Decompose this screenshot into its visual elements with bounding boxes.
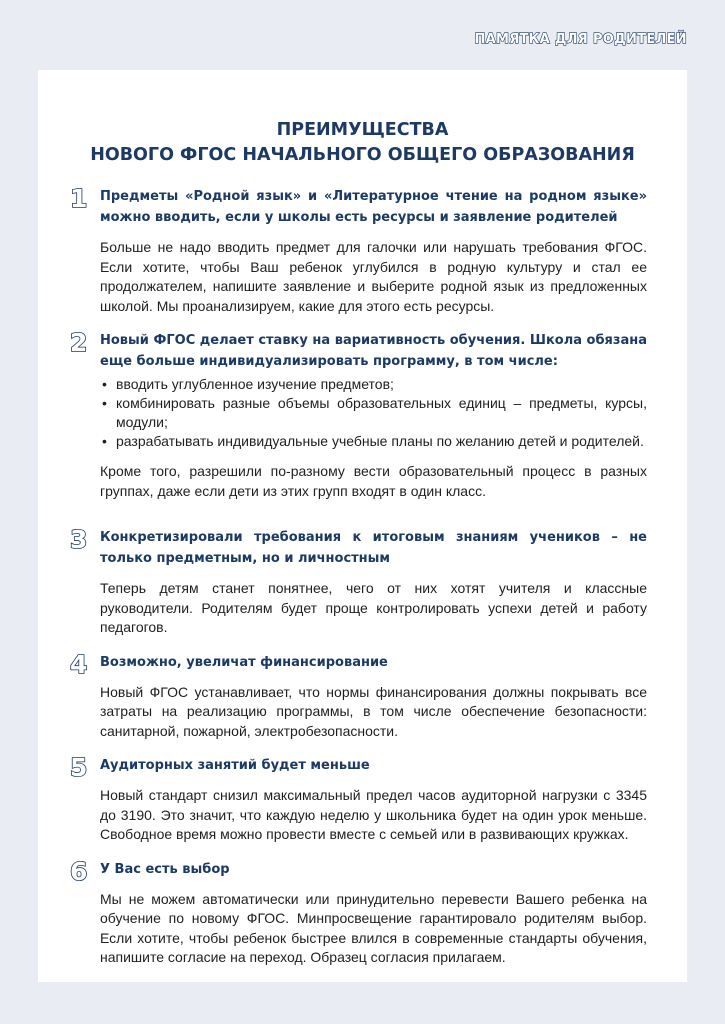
section-4 [70, 649, 647, 742]
document-card [38, 70, 687, 982]
section-body: Новый ФГОС устанавливает, что нормы финансирования должны покрывать все затраты на реализацию программы, в том числе обеспечение безопасности: санитарной, пожарной, электробезопасности. [100, 683, 647, 739]
section-body: Больше не надо вводить предмет для галочки или нарушать требования ФГОС. Если хотите, чтобы Ваш ребенок углубился в родную культуру и стал ее продолжателем, напишите заявление и выберите родной язык из предложенных школой. Мы проанализируем, какие для этого есть ресурсы. [100, 239, 647, 314]
section-heading: Конкретизировали требования к итоговым знаниям учеников – не только предметным, но и личностным [100, 530, 647, 566]
section-number: 3 [70, 525, 88, 554]
section-heading: Предметы «Родной язык» и «Литературное чтение на родном языке» можно вводить, если у школы есть ресурсы и заявление родителей [100, 189, 647, 225]
section-5 [70, 753, 647, 845]
bullet-list [100, 375, 647, 451]
title-line-2: НОВОГО ФГОС НАЧАЛЬНОГО ОБЩЕГО ОБРАЗОВАНИЯ [90, 145, 635, 165]
section-body: Теперь детям станет понятнее, чего от них хотят учителя и классные руководители. Родителям будет проще контролировать успехи детей и работу педагогов. [100, 580, 647, 635]
section-heading: Аудиторных занятий будет меньше [100, 758, 370, 773]
section-1 [70, 184, 647, 316]
section-number: 6 [70, 856, 88, 886]
section-2 [70, 328, 647, 501]
section-number: 4 [70, 649, 88, 679]
header-label: ПАМЯТКА ДЛЯ РОДИТЕЛЕЙ [474, 32, 687, 47]
title-line-1: ПРЕИМУЩЕСТВА [276, 120, 449, 140]
section-body: Мы не можем автоматически или принудительно перевести Вашего ребенка на обучение по новому ФГОС. Минпросвещение гарантировало родителям выбор. Если хотите, чтобы ребенок быстрее влился в современные стандарты обучения, напишите согласие на переход. Образец согласия прилагаем. [100, 890, 647, 965]
section-number: 1 [70, 184, 88, 213]
section-heading: Возможно, увеличат финансирование [100, 654, 388, 670]
section-6 [70, 856, 647, 968]
section-body: Кроме того, разрешили по-разному вести образовательный процесс в разных группах, даже если дети из этих групп входят в один класс. [100, 463, 647, 499]
list-item: • разрабатывать индивидуальные учебные планы по желанию детей и родителей. [100, 432, 647, 451]
section-3 [70, 525, 647, 638]
list-item: • вводить углубленное изучение предметов; [100, 375, 647, 394]
section-heading: У Вас есть выбор [100, 861, 230, 877]
list-item: • комбинировать разные объемы образовательных единиц – предметы, курсы, модули; [100, 394, 647, 432]
section-heading: Новый ФГОС делает ставку на вариативность обучения. Школа обязана еще больше индивидуализировать программу, в том числе: [100, 333, 647, 369]
section-number: 5 [70, 753, 88, 782]
section-number: 2 [70, 328, 88, 357]
page-title [78, 118, 647, 168]
section-body: Новый стандарт снизил максимальный предел часов аудиторной нагрузки с 3345 до 3190. Это значит, что каждую неделю у школьника будет на один урок меньше. Свободное время можно провести вместе с семьей или в развивающих кружках. [100, 787, 647, 842]
